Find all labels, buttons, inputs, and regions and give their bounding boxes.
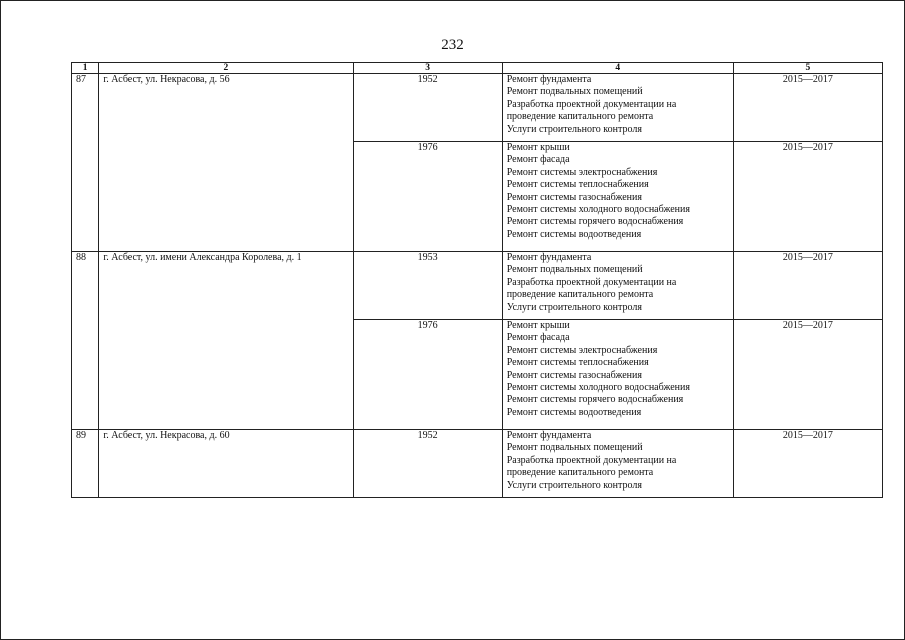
works-cell [502,74,733,142]
work-item: Ремонт подвальных помещений [506,442,643,454]
work-item: Разработка проектной документации на [506,454,677,466]
row-number-cell: 88 [72,252,99,430]
work-item: проведение капитального ремонта [506,289,654,301]
column-header-period: 5 [733,63,882,74]
works-cell [502,320,733,430]
work-item: Ремонт фундамента [506,430,592,441]
work-item: Ремонт крыши [506,142,570,153]
column-header-works: 4 [502,63,733,74]
works-cell [502,142,733,252]
work-item: Ремонт системы горячего водоснабжения [506,394,684,406]
address-cell: г. Асбест, ул. Некрасова, д. 60 [99,430,353,498]
year-cell: 1976 [353,142,502,252]
row-number-cell: 89 [72,430,99,498]
table-row [72,74,883,142]
table-header-row [72,63,883,74]
work-item: Разработка проектной документации на [506,98,677,110]
work-item: Ремонт подвальных помещений [506,264,643,276]
work-item: Ремонт системы холодного водоснабжения [506,204,690,216]
work-item: Ремонт системы газоснабжения [506,369,642,381]
row-number-cell: 87 [72,74,99,252]
work-item: Ремонт крыши [506,320,570,331]
year-cell: 1952 [353,74,502,142]
works-cell [502,430,733,498]
work-item: Ремонт системы электроснабжения [506,344,658,356]
works-cell [502,252,733,320]
work-item: Ремонт фасада [506,154,570,166]
work-item: Услуги строительного контроля [506,301,642,313]
work-item: Ремонт системы водоотведения [506,406,642,418]
address-cell: г. Асбест, ул. Некрасова, д. 56 [99,74,353,252]
column-header-address: 2 [99,63,353,74]
work-item: Ремонт системы водоотведения [506,228,642,240]
column-header-number: 1 [72,63,99,74]
period-cell: 2015—2017 [733,252,882,320]
page-number: 232 [441,37,464,53]
table-body [72,74,883,498]
work-item: проведение капитального ремонта [506,111,654,123]
repair-schedule-table [71,62,883,498]
table-row [72,252,883,320]
column-header-year: 3 [353,63,502,74]
period-cell: 2015—2017 [733,142,882,252]
work-item: Ремонт фундамента [506,252,592,263]
year-cell: 1953 [353,252,502,320]
year-cell: 1952 [353,430,502,498]
work-item: проведение капитального ремонта [506,467,654,479]
year-cell: 1976 [353,320,502,430]
period-cell: 2015—2017 [733,430,882,498]
work-item: Ремонт системы горячего водоснабжения [506,216,684,228]
work-item: Услуги строительного контроля [506,123,642,135]
work-item: Ремонт системы теплоснабжения [506,357,649,369]
work-item: Ремонт системы газоснабжения [506,191,642,203]
work-item: Ремонт подвальных помещений [506,86,643,98]
address-cell: г. Асбест, ул. имени Александра Королева, д. 1 [99,252,353,430]
work-item: Ремонт системы электроснабжения [506,166,658,178]
work-item: Разработка проектной документации на [506,276,677,288]
work-item: Ремонт системы теплоснабжения [506,179,649,191]
work-item: Ремонт системы холодного водоснабжения [506,382,690,394]
table-row [72,430,883,498]
period-cell: 2015—2017 [733,74,882,142]
work-item: Услуги строительного контроля [506,479,642,491]
work-item: Ремонт фасада [506,332,570,344]
work-item: Ремонт фундамента [506,74,592,85]
period-cell: 2015—2017 [733,320,882,430]
